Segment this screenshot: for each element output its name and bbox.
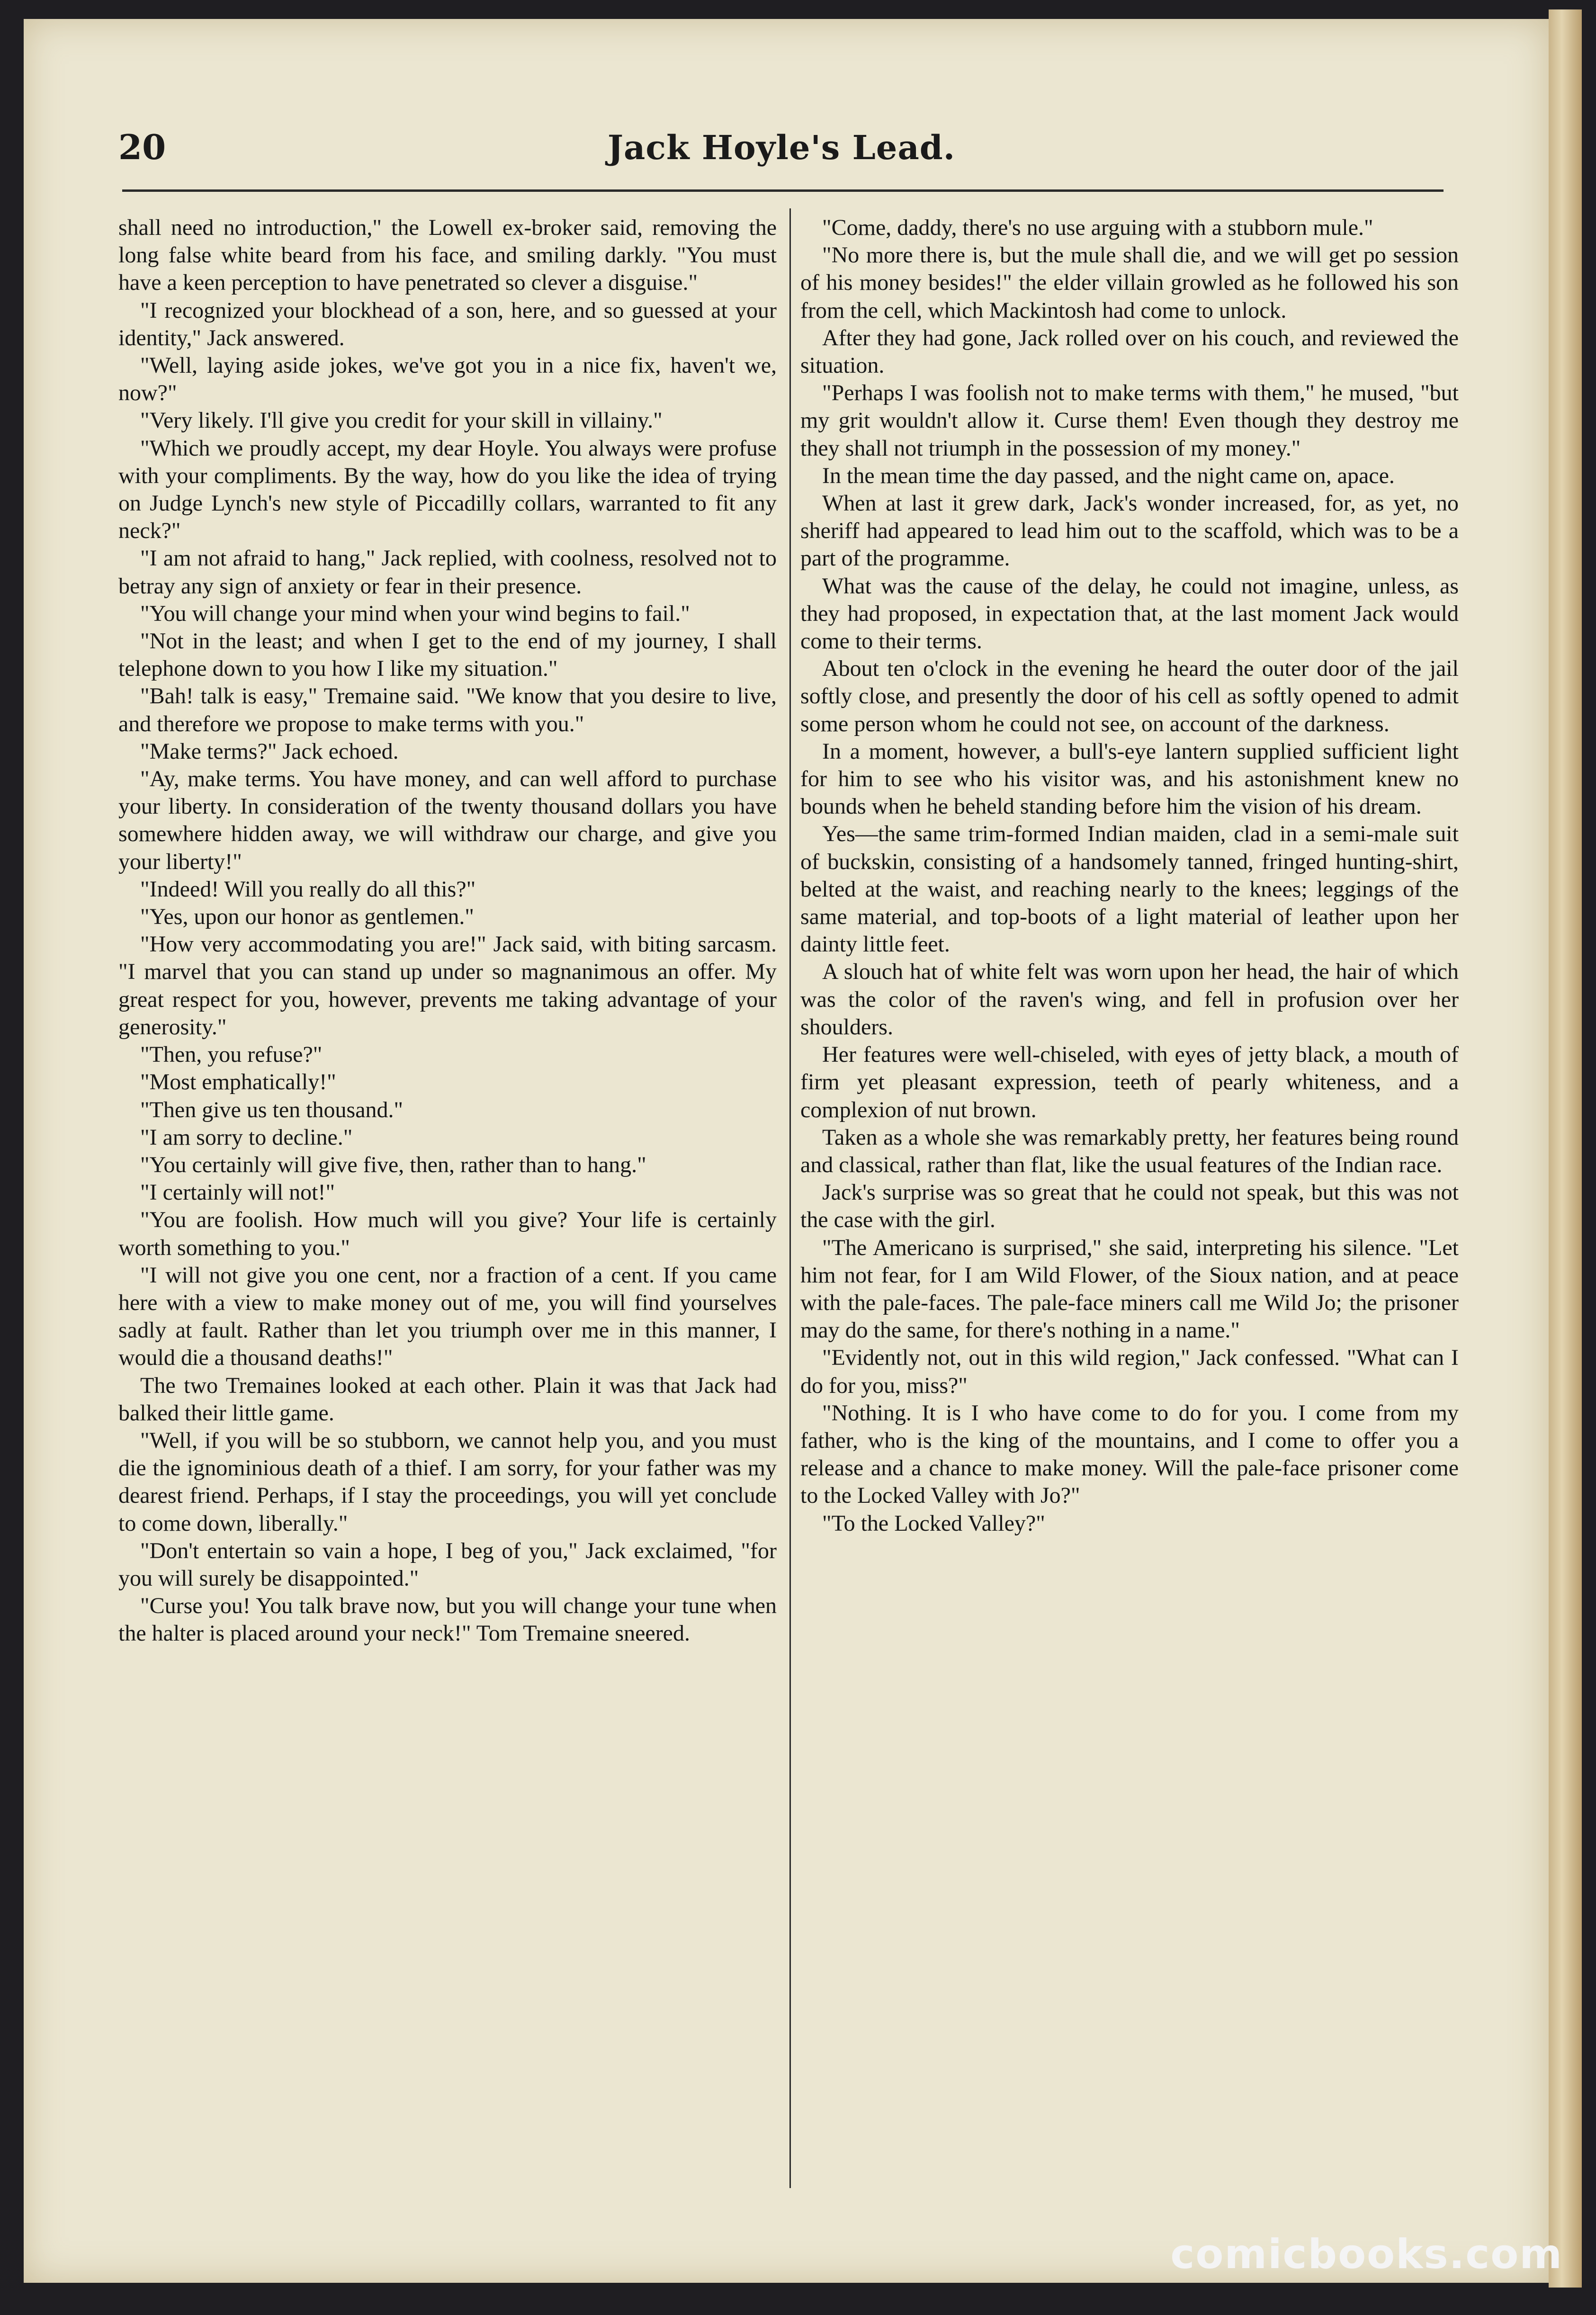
paragraph: "You will change your mind when your wind begins to fail." (140, 601, 690, 626)
paragraph: Her features were well-chiseled, with eyes of jetty black, a mouth of firm yet pleasant expression, teeth of pearly whiteness, and a complexion of nut brown. (800, 1042, 1459, 1122)
paragraph: "You are foolish. How much will you give? Your life is certainly worth something to you." (118, 1207, 777, 1260)
paragraph: "I will not give you one cent, nor a fraction of a cent. If you came here with a view to make money out of me, you will find yourselves sadly at fault. Rather than let you triumph over me in this manner, I would die a thousand deaths!" (118, 1262, 777, 1371)
paragraph: "To the Locked Valley?" (822, 1510, 1045, 1536)
paragraph: "Evidently not, out in this wild region," Jack confessed. "What can I do for you, miss?" (800, 1345, 1459, 1398)
paragraph: "Nothing. It is I who have come to do for you. I come from my father, who is the king of the mountains, and I come to offer you a release and a chance to make money. Will the pale-face prisoner come to the Locked Valley with Jo?" (800, 1400, 1459, 1508)
paragraph: "Curse you! You talk brave now, but you will change your tune when the halter is placed around your neck!" Tom Tremaine sneered. (118, 1593, 777, 1646)
paragraph: Taken as a whole she was remarkably pretty, her features being round and classical, rather than flat, like the usual features of the Indian race. (800, 1124, 1459, 1177)
left-column (118, 214, 777, 1648)
paragraph: "Bah! talk is easy," Tremaine said. "We know that you desire to live, and therefore we propose to make terms with you." (118, 683, 777, 736)
paragraph: About ten o'clock in the evening he heard the outer door of the jail softly close, and presently the door of his cell as softly opened to admit some person whom he could not see, on account of the darkness. (800, 656, 1459, 736)
paragraph: "Which we proudly accept, my dear Hoyle. You always were profuse with your compliments. By the way, how do you like the idea of trying on Judge Lynch's new style of Piccadilly collars, warranted to fit any neck?" (118, 435, 777, 544)
paragraph: After they had gone, Jack rolled over on his couch, and reviewed the situation. (800, 325, 1459, 378)
column-divider (789, 208, 791, 2188)
paragraph: When at last it grew dark, Jack's wonder increased, for, as yet, no sheriff had appeared to lead him out to the scaffold, which was to be a part of the programme. (800, 491, 1459, 571)
paragraph: What was the cause of the delay, he could not imagine, unless, as they had proposed, in expectation that, at the last moment Jack would come to their terms. (800, 573, 1459, 654)
paragraph: shall need no introduction," the Lowell ex-broker said, removing the long false white beard from his face, and smiling darkly. "You must have a keen perception to have penetrated so clever a disguise." (118, 215, 777, 296)
paragraph: "You certainly will give five, then, rather than to hang." (140, 1152, 646, 1177)
paragraph: "I am sorry to decline." (140, 1124, 353, 1150)
paragraph: "How very accommodating you are!" Jack said, with biting sarcasm. "I marvel that you can stand up under so magnanimous an offer. My great respect for you, however, prevents me taking advantage of your generosity." (118, 932, 777, 1040)
paragraph: "No more there is, but the mule shall die, and we will get po session of his money besides!" the elder villain growled as he followed his son from the cell, which Mackintosh had come to unlock. (800, 242, 1459, 323)
paragraph: "Don't entertain so vain a hope, I beg of you," Jack exclaimed, "for you will surely be disappointed." (118, 1538, 777, 1591)
page-number: 20 (118, 127, 166, 167)
paragraph: "Yes, upon our honor as gentlemen." (140, 904, 474, 930)
paragraph: "Make terms?" Jack echoed. (140, 738, 399, 764)
paragraph: "Well, laying aside jokes, we've got you in a nice fix, haven't we, now?" (118, 353, 777, 406)
paragraph: The two Tremaines looked at each other. Plain it was that Jack had balked their little game. (118, 1373, 777, 1426)
paragraph: "Well, if you will be so stubborn, we cannot help you, and you must die the ignominious death of a thief. I am sorry, for your father was my dearest friend. Perhaps, if I stay the proceedings, you will yet conclude to come down, liberally." (118, 1427, 777, 1536)
paragraph: "Indeed! Will you really do all this?" (140, 876, 476, 902)
paragraph: "Ay, make terms. You have money, and can well afford to purchase your liberty. In consideration of the twenty thousand dollars you have somewhere hidden away, we will withdraw our charge, and give you your liberty!" (118, 766, 777, 874)
paragraph: "Then, you refuse?" (140, 1042, 323, 1068)
paragraph: "I certainly will not!" (140, 1180, 335, 1205)
paragraph: "Then give us ten thousand." (140, 1097, 403, 1122)
paragraph: "Come, daddy, there's no use arguing with a stubborn mule." (822, 215, 1373, 240)
header-rule (122, 189, 1444, 192)
paragraph: Yes—the same trim-formed Indian maiden, clad in a semi-male suit of buckskin, consisting of a handsomely tanned, fringed hunting-shirt, belted at the waist, and reaching nearly to the knees; leggings of the same material, and top-boots of a light material of leather upon her dainty little feet. (800, 821, 1459, 957)
paragraph: In the mean time the day passed, and the night came on, apace. (822, 463, 1395, 488)
running-title: Jack Hoyle's Lead. (607, 128, 956, 167)
paragraph: "I recognized your blockhead of a son, here, and so guessed at your identity," Jack answered. (118, 297, 777, 350)
paragraph: "The Americano is surprised," she said, interpreting his silence. "Let him not fear, for I am Wild Flower, of the Sioux nation, and at peace with the pale-faces. The pale-face miners call me Wild Jo; the prisoner may do the same, for there's nothing in a name." (800, 1235, 1459, 1343)
paragraph: "Most emphatically!" (140, 1069, 336, 1095)
page-header (118, 118, 1444, 175)
paragraph: "Perhaps I was foolish not to make terms with them," he mused, "but my grit wouldn't allow it. Curse them! Even though they destroy me they shall not triumph in the possession of my money." (800, 380, 1459, 461)
right-column (800, 214, 1459, 1537)
paragraph: "I am not afraid to hang," Jack replied, with coolness, resolved not to betray any sign of anxiety or fear in their presence. (118, 546, 777, 599)
watermark: comicbooks.com (1170, 2231, 1563, 2278)
paragraph: In a moment, however, a bull's-eye lantern supplied sufficient light for him to see who his visitor was, and his astonishment knew no bounds when he beheld standing before him the vision of his dream. (800, 738, 1459, 819)
paragraph: A slouch hat of white felt was worn upon her head, the hair of which was the color of the raven's wing, and fell in profusion over her shoulders. (800, 959, 1459, 1040)
paragraph: "Not in the least; and when I get to the end of my journey, I shall telephone down to you how I like my situation." (118, 628, 777, 682)
paragraph: Jack's surprise was so great that he could not speak, but this was not the case with the girl. (800, 1180, 1459, 1233)
page-edge (1549, 9, 1582, 2288)
paragraph: "Very likely. I'll give you credit for your skill in villainy." (140, 408, 663, 433)
